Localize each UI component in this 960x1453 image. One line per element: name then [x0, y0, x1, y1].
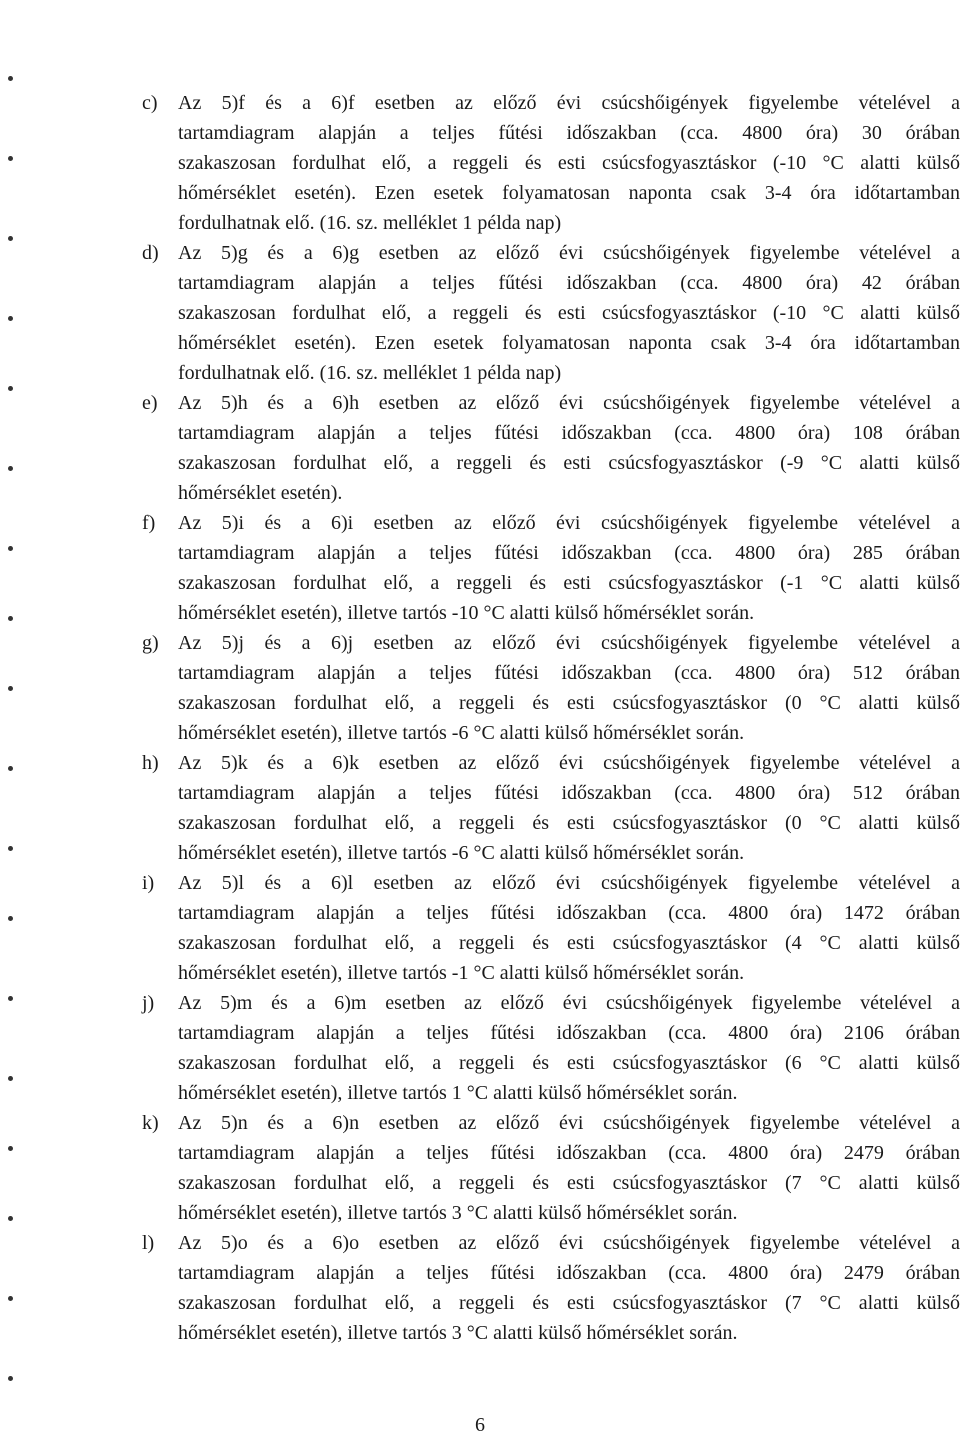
text-line: Az 5)g és a 6)g esetben az előző évi csúcshőigények figyelembe vételével a: [178, 242, 960, 264]
text-line: hőmérséklet esetén), illetve tartós -1 °C alatti külső hőmérséklet során.: [178, 962, 745, 984]
text-line: hőmérséklet esetén), illetve tartós -6 °C alatti külső hőmérséklet során.: [178, 842, 745, 864]
text-line: tartamdiagram alapján a teljes fűtési időszakban (cca. 4800 óra) 1472 órában: [178, 902, 960, 924]
text-line: tartamdiagram alapján a teljes fűtési időszakban (cca. 4800 óra) 2479 órában: [178, 1262, 960, 1284]
margin-dot: [8, 466, 13, 471]
list-item-marker: e): [142, 392, 158, 414]
list-item-text: [178, 1108, 960, 1228]
margin-dot: [8, 686, 13, 691]
text-line: szakaszosan fordulhat elő, a reggeli és esti csúcsfogyasztáskor (7 °C alatti külső: [178, 1172, 960, 1194]
text-line: szakaszosan fordulhat elő, a reggeli és esti csúcsfogyasztáskor (7 °C alatti külső: [178, 1292, 960, 1314]
margin-dot: [8, 1146, 13, 1151]
text-line: tartamdiagram alapján a teljes fűtési időszakban (cca. 4800 óra) 108 órában: [178, 422, 960, 444]
text-line: szakaszosan fordulhat elő, a reggeli és esti csúcsfogyasztáskor (-10 °C alatti külső: [178, 152, 960, 174]
text-line: Az 5)o és a 6)o esetben az előző évi csúcshőigények figyelembe vételével a: [178, 1232, 960, 1254]
list-item-text: [178, 988, 960, 1108]
list-item-text: [178, 868, 960, 988]
text-line: tartamdiagram alapján a teljes fűtési időszakban (cca. 4800 óra) 2479 órában: [178, 1142, 960, 1164]
list-item-text: [178, 748, 960, 868]
list-item-text: [178, 1228, 960, 1348]
text-line: Az 5)j és a 6)j esetben az előző évi csúcshőigények figyelembe vételével a: [178, 632, 960, 654]
text-line: tartamdiagram alapján a teljes fűtési időszakban (cca. 4800 óra) 42 órában: [178, 272, 960, 294]
text-line: hőmérséklet esetén). Ezen esetek folyamatosan naponta csak 3-4 óra időtartamban: [178, 182, 960, 204]
text-line: Az 5)f és a 6)f esetben az előző évi csúcshőigények figyelembe vételével a: [178, 92, 960, 114]
list-item-text: [178, 88, 960, 238]
text-line: hőmérséklet esetén), illetve tartós 3 °C alatti külső hőmérséklet során.: [178, 1322, 738, 1344]
list-item-text: [178, 628, 960, 748]
text-line: szakaszosan fordulhat elő, a reggeli és esti csúcsfogyasztáskor (6 °C alatti külső: [178, 1052, 960, 1074]
page-number: 6: [475, 1414, 485, 1436]
text-line: Az 5)l és a 6)l esetben az előző évi csúcshőigények figyelembe vételével a: [178, 872, 960, 894]
text-line: Az 5)k és a 6)k esetben az előző évi csúcshőigények figyelembe vételével a: [178, 752, 960, 774]
text-line: szakaszosan fordulhat elő, a reggeli és esti csúcsfogyasztáskor (-1 °C alatti külső: [178, 572, 960, 594]
list-item-marker: c): [142, 92, 158, 114]
text-line: hőmérséklet esetén), illetve tartós 3 °C alatti külső hőmérséklet során.: [178, 1202, 738, 1224]
text-line: fordulhatnak elő. (16. sz. melléklet 1 példa nap): [178, 362, 562, 384]
list-item-marker: j): [142, 992, 155, 1014]
list-item-marker: i): [142, 872, 155, 894]
text-line: fordulhatnak elő. (16. sz. melléklet 1 példa nap): [178, 212, 562, 234]
text-line: tartamdiagram alapján a teljes fűtési időszakban (cca. 4800 óra) 512 órában: [178, 782, 960, 804]
text-line: hőmérséklet esetén), illetve tartós 1 °C alatti külső hőmérséklet során.: [178, 1082, 738, 1104]
text-line: tartamdiagram alapján a teljes fűtési időszakban (cca. 4800 óra) 512 órában: [178, 662, 960, 684]
margin-dot: [8, 846, 13, 851]
list-item-marker: h): [142, 752, 159, 774]
margin-dot: [8, 236, 13, 241]
text-line: hőmérséklet esetén), illetve tartós -6 °C alatti külső hőmérséklet során.: [178, 722, 745, 744]
list-item-text: [178, 508, 960, 628]
list-item-marker: g): [142, 632, 159, 654]
list-item-text: [178, 238, 960, 388]
margin-dot: [8, 1296, 13, 1301]
margin-dot: [8, 316, 13, 321]
margin-dot: [8, 546, 13, 551]
list-item-text: [178, 388, 960, 508]
margin-dot: [8, 156, 13, 161]
list-item-marker: l): [142, 1232, 155, 1254]
margin-dot: [8, 76, 13, 81]
margin-dot: [8, 386, 13, 391]
margin-dot: [8, 1216, 13, 1221]
text-line: hőmérséklet esetén).: [178, 482, 343, 504]
text-line: tartamdiagram alapján a teljes fűtési időszakban (cca. 4800 óra) 30 órában: [178, 122, 960, 144]
margin-dot: [8, 616, 13, 621]
text-line: tartamdiagram alapján a teljes fűtési időszakban (cca. 4800 óra) 2106 órában: [178, 1022, 960, 1044]
text-line: szakaszosan fordulhat elő, a reggeli és esti csúcsfogyasztáskor (-10 °C alatti külső: [178, 302, 960, 324]
list-item-marker: f): [142, 512, 156, 534]
list-item-marker: k): [142, 1112, 159, 1134]
margin-dot: [8, 916, 13, 921]
text-line: Az 5)n és a 6)n esetben az előző évi csúcshőigények figyelembe vételével a: [178, 1112, 960, 1134]
text-line: Az 5)i és a 6)i esetben az előző évi csúcshőigények figyelembe vételével a: [178, 512, 960, 534]
text-line: hőmérséklet esetén). Ezen esetek folyamatosan naponta csak 3-4 óra időtartamban: [178, 332, 960, 354]
text-line: Az 5)m és a 6)m esetben az előző évi csúcshőigények figyelembe vételével a: [178, 992, 960, 1014]
list-item-marker: d): [142, 242, 159, 264]
text-line: szakaszosan fordulhat elő, a reggeli és esti csúcsfogyasztáskor (4 °C alatti külső: [178, 932, 960, 954]
margin-dot: [8, 1076, 13, 1081]
text-line: szakaszosan fordulhat elő, a reggeli és esti csúcsfogyasztáskor (-9 °C alatti külső: [178, 452, 960, 474]
margin-dot: [8, 766, 13, 771]
text-line: szakaszosan fordulhat elő, a reggeli és esti csúcsfogyasztáskor (0 °C alatti külső: [178, 812, 960, 834]
text-line: szakaszosan fordulhat elő, a reggeli és esti csúcsfogyasztáskor (0 °C alatti külső: [178, 692, 960, 714]
text-line: Az 5)h és a 6)h esetben az előző évi csúcshőigények figyelembe vételével a: [178, 392, 960, 414]
text-line: hőmérséklet esetén), illetve tartós -10 °C alatti külső hőmérséklet során.: [178, 602, 755, 624]
margin-dot: [8, 996, 13, 1001]
margin-dot: [8, 1376, 13, 1381]
text-line: tartamdiagram alapján a teljes fűtési időszakban (cca. 4800 óra) 285 órában: [178, 542, 960, 564]
